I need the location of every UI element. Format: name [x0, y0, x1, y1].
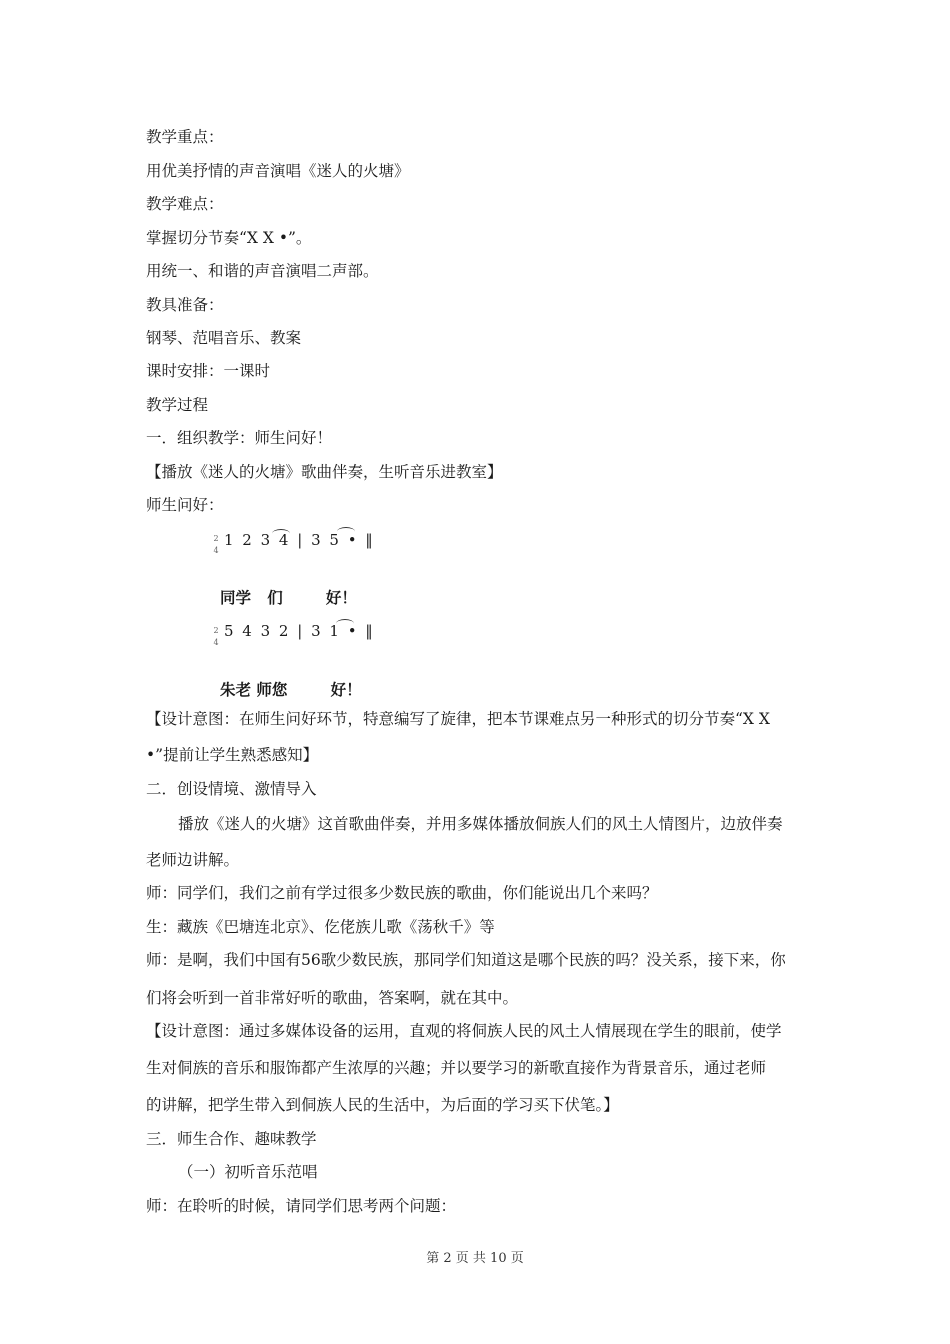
dialogue-line: 师：是啊，我们中国有56歌少数民族，那同学们知道这是哪个民族的吗？没关系，接下来，你 — [146, 951, 786, 969]
time-signature-bottom: 4 — [213, 638, 219, 647]
subsection-heading: （一）初听音乐范唱 — [178, 1163, 318, 1181]
text-line: 掌握切分节奏“X X •”。 — [146, 229, 312, 247]
design-intent-note: 【设计意图：通过多媒体设备的运用，直观的将侗族人民的风土人情展现在学生的眼前，使学 — [146, 1022, 782, 1040]
section-heading: 二．创设情境、激情导入 — [146, 780, 317, 798]
heading-difficulties: 教学难点： — [146, 195, 224, 213]
heading-materials: 教具准备： — [146, 296, 224, 314]
time-signature-top: 2 — [213, 626, 219, 635]
dialogue-line: 师：同学们，我们之前有学过很多少数民族的歌曲，你们能说出几个来吗？ — [146, 884, 658, 902]
paragraph-line: 老师边讲解。 — [146, 851, 240, 869]
music-notes: 5 4 3 2 | 3 1 • ‖ — [224, 622, 375, 640]
dialogue-line: 生：藏族《巴塘连北京》、仡佬族儿歌《荡秋千》等 — [146, 918, 495, 936]
section-heading: 三．师生合作、趣味教学 — [146, 1130, 317, 1148]
time-signature-bottom: 4 — [213, 546, 219, 555]
lyrics-row-1: 同学 们 好！ — [220, 588, 357, 607]
paragraph-line: 播放《迷人的火塘》这首歌曲伴奏，并用多媒体播放侗族人们的风土人情图片，边放伴奏 — [178, 815, 783, 833]
paragraph-line: 生对侗族的音乐和服饰都产生浓厚的兴趣；并以要学习的新歌直接作为背景音乐，通过老师 — [146, 1059, 767, 1077]
lyrics-row-2: 朱老 师您 好！ — [220, 680, 362, 699]
heading-process: 教学过程 — [146, 396, 209, 414]
text-line: 【播放《迷人的火塘》歌曲伴奏，生听音乐进教室】 — [146, 463, 503, 481]
time-signature-top: 2 — [213, 534, 219, 543]
text-line: 师生问好： — [146, 496, 224, 514]
dialogue-line: 师：在聆听的时候，请同学们思考两个问题： — [146, 1197, 457, 1215]
page-footer: 第 2 页 共 10 页 — [426, 1251, 524, 1266]
paragraph-line: 的讲解，把学生带入到侗族人民的生活中，为后面的学习买下伏笔。】 — [146, 1096, 619, 1114]
design-intent-note: 【设计意图：在师生问好环节，特意编写了旋律，把本节课难点另一种形式的切分节奏“X X — [146, 710, 770, 728]
text-line: 用优美抒情的声音演唱《迷人的火塘》 — [146, 162, 410, 180]
section-heading: 一．组织教学：师生问好！ — [146, 429, 333, 447]
text-line: 用统一、和谐的声音演唱二声部。 — [146, 262, 379, 280]
text-line: 课时安排：一课时 — [146, 362, 271, 380]
heading-key-points: 教学重点： — [146, 128, 224, 146]
dialogue-line: 们将会听到一首非常好听的歌曲，答案啊，就在其中。 — [146, 989, 519, 1007]
text-line: 钢琴、范唱音乐、教案 — [146, 329, 302, 347]
text-line: •”提前让学生熟悉感知】 — [146, 746, 319, 764]
music-notes: 1 2 3 4 | 3 5 • ‖ — [224, 531, 375, 549]
